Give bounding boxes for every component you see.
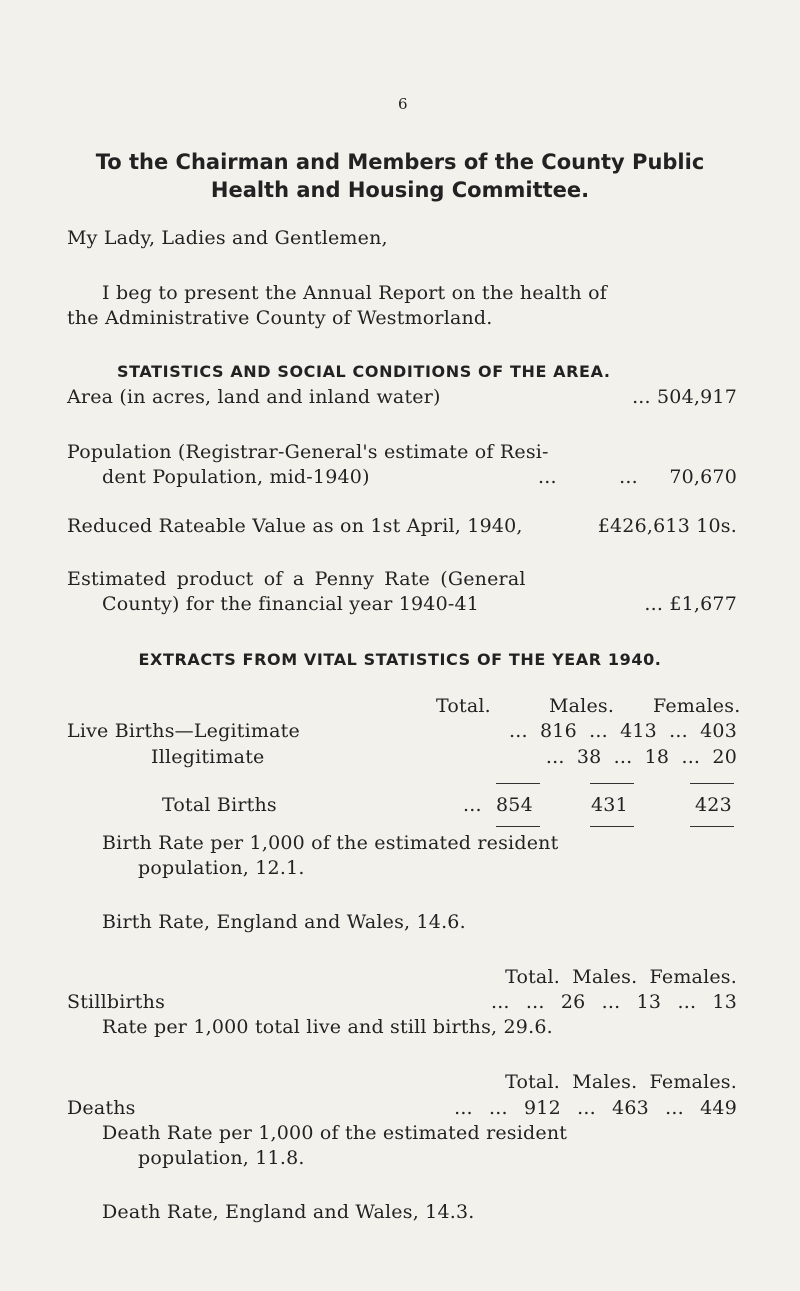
- death-rate-england-wales: Death Rate, England and Wales, 14.3.: [102, 1201, 475, 1223]
- total-rule-males: [590, 826, 634, 827]
- deaths-label: Deaths: [67, 1097, 136, 1119]
- subtotal-rule-females: [690, 783, 734, 784]
- still-rate: Rate per 1,000 total live and still births, 29.6.: [102, 1016, 553, 1038]
- live-births-legit-values: ... 816 ... 413 ... 403: [509, 720, 737, 742]
- total-births-females: 423: [695, 794, 732, 816]
- rateable-label: Reduced Rateable Value as on 1st April, 1940,: [67, 515, 523, 537]
- penny-line-1: Estimated product of a Penny Rate (General: [67, 568, 526, 590]
- birth-rate-line-1: Birth Rate per 1,000 of the estimated resident: [102, 832, 559, 854]
- salutation: My Lady, Ladies and Gentlemen,: [67, 227, 388, 249]
- total-births-dots: ...: [463, 794, 482, 816]
- population-dots: ... ...: [538, 466, 638, 488]
- stillbirths-header: Total. Males. Females.: [505, 966, 737, 988]
- intro-line-1: I beg to present the Annual Report on the health of: [102, 282, 607, 304]
- subtotal-rule-total: [496, 783, 540, 784]
- page-number: 6: [398, 95, 408, 113]
- birth-rate-line-2: population, 12.1.: [138, 857, 305, 879]
- area-value: ... 504,917: [632, 386, 737, 408]
- statistics-title: STATISTICS AND SOCIAL CONDITIONS OF THE AREA.: [117, 362, 611, 381]
- penny-line-2: County) for the financial year 1940-41: [102, 593, 480, 615]
- col-males: Males.: [549, 695, 615, 717]
- intro-line-2: the Administrative County of Westmorland.: [67, 307, 493, 329]
- rateable-value: £426,613 10s.: [597, 515, 737, 537]
- heading-line-2: Health and Housing Committee.: [210, 178, 590, 202]
- total-births-label: Total Births: [162, 794, 277, 816]
- population-line-2: dent Population, mid-1940): [102, 466, 370, 488]
- population-line-1: Population (Registrar-General's estimate of Resi-: [67, 441, 549, 463]
- total-births-males: 431: [591, 794, 628, 816]
- birth-rate-england-wales: Birth Rate, England and Wales, 14.6.: [102, 911, 466, 933]
- deaths-header: Total. Males. Females.: [505, 1071, 737, 1093]
- total-rule-total: [496, 826, 540, 827]
- total-rule-females: [690, 826, 734, 827]
- death-rate-line-2: population, 11.8.: [138, 1147, 305, 1169]
- col-females: Females.: [653, 695, 741, 717]
- total-births-total: 854: [496, 794, 533, 816]
- deaths-values: ... ... 912 ... 463 ... 449: [454, 1097, 737, 1119]
- death-rate-line-1: Death Rate per 1,000 of the estimated resident: [102, 1122, 568, 1144]
- area-label: Area (in acres, land and inland water): [67, 386, 441, 408]
- stillbirths-label: Stillbirths: [67, 991, 166, 1013]
- live-births-legit-label: Live Births—Legitimate: [67, 720, 300, 742]
- subtotal-rule-males: [590, 783, 634, 784]
- illegit-label: Illegitimate: [151, 746, 265, 768]
- illegit-values: ... 38 ... 18 ... 20: [545, 746, 737, 768]
- vital-title: EXTRACTS FROM VITAL STATISTICS OF THE YEAR 1940.: [138, 650, 662, 669]
- stillbirths-values: ... ... 26 ... 13 ... 13: [490, 991, 737, 1013]
- heading-line-1: To the Chairman and Members of the County Public: [95, 150, 705, 174]
- penny-value: ... £1,677: [644, 593, 737, 615]
- population-value: 70,670: [669, 466, 737, 488]
- col-total: Total.: [436, 695, 491, 717]
